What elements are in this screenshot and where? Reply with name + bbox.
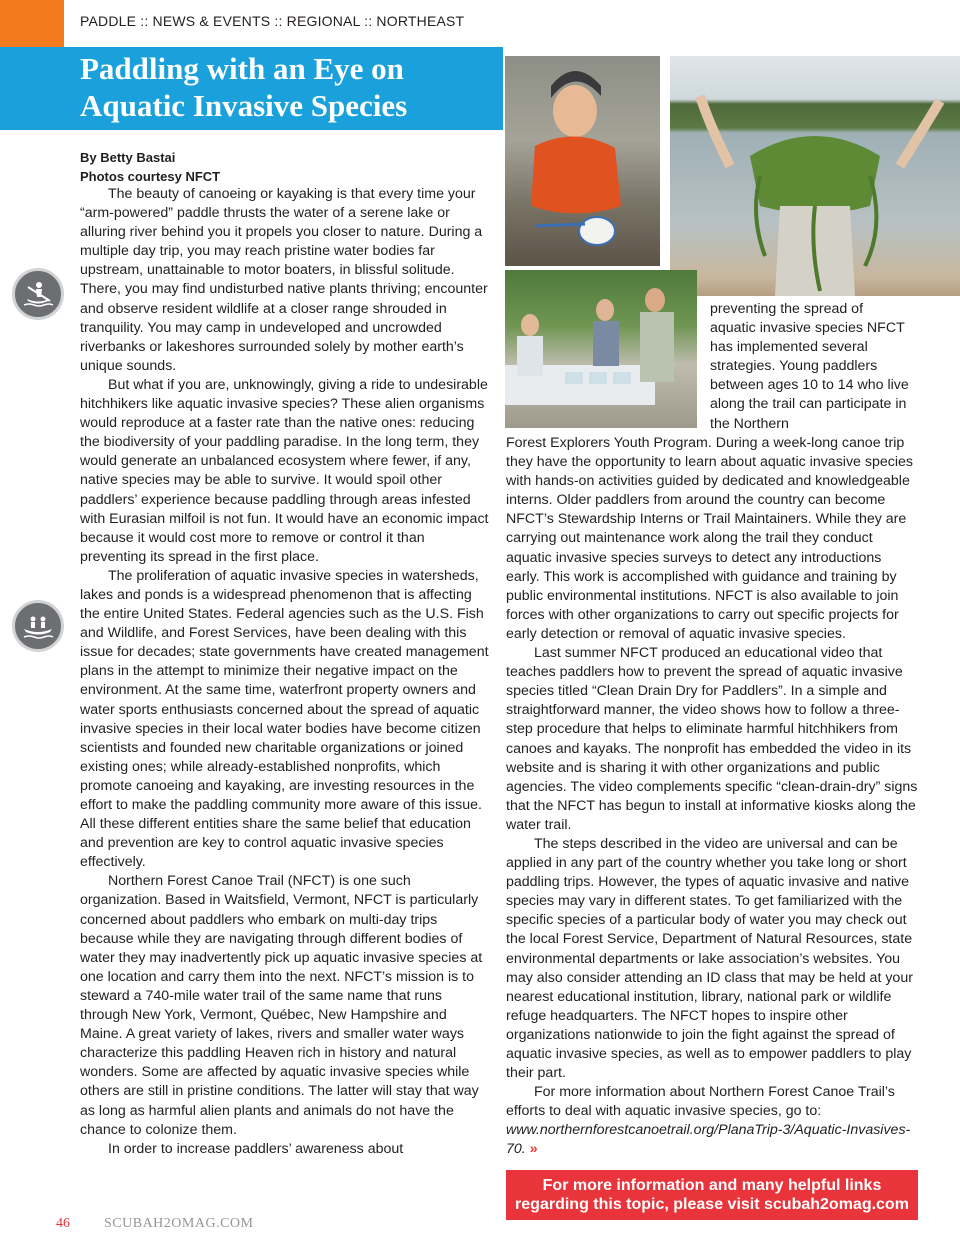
author: By Betty Bastai bbox=[80, 150, 176, 165]
paragraph: The steps described in the video are universal and can be applied in any part of the country whether you take long or short paddling trips. However, the types of aquatic invasive and native species may vary in different states. To get familiarized with the specific species of a particular body of water you may check out the local Forest Service, Department of Natural Resources, state environmental departments or lake association’s websites. You may also consider attending an ID class that may be held at your nearest educational institution, library, national park or wildlife refuge headquarters. The NFCT hopes to inspire other organizations nationwide to join the fight against the spread of aquatic invasive species, as well as to empower paddlers to play their part. bbox=[506, 835, 913, 1082]
cta-banner[interactable] bbox=[506, 1170, 918, 1220]
end-mark-icon: » bbox=[529, 1141, 538, 1158]
page-title: Paddling with an Eye on Aquatic Invasive Species bbox=[80, 51, 408, 123]
body-column-right bbox=[506, 434, 918, 1160]
cta-line-1: For more information and many helpful links bbox=[542, 1177, 882, 1194]
canoe-icon bbox=[12, 600, 64, 652]
paragraph: preventing the spread of aquatic invasive species NFCT has implemented several strategies. Young paddlers between ages 10 to 14 who live along the trail can participate in the Northern bbox=[710, 301, 909, 432]
paragraph: Forest Explorers Youth Program. During a week-long canoe trip they have the opportunity to learn about aquatic invasive species with hands-on activities guided by dedicated and knowledgeable interns. Older paddlers from around the country can become NFCT’s Stewardship Interns or Trail Maintainers. While they are carrying out maintenance work along the trail they conduct aquatic invasive species surveys to detect any introductions early. This work is accomplished with guidance and training by public environmental institutions. NFCT is also available to join forces with other organizations to carry out specific projects for early detection or removal of aquatic invasive species. bbox=[506, 435, 913, 642]
photo-lake-with-weeds bbox=[670, 56, 960, 296]
photo-credit: Photos courtesy NFCT bbox=[80, 169, 221, 184]
paragraph: In order to increase paddlers’ awareness about bbox=[108, 1140, 404, 1157]
byline bbox=[80, 148, 220, 186]
url-line bbox=[506, 1121, 918, 1159]
paragraph: For more information about Northern Forest Canoe Trail’s efforts to deal with aquatic invasive species, go to: bbox=[506, 1084, 895, 1120]
body-column-right-wrap bbox=[710, 300, 910, 434]
kayaker-icon bbox=[12, 268, 64, 320]
section-tab bbox=[0, 0, 64, 47]
site-name: SCUBAH2OMAG.COM bbox=[104, 1216, 254, 1231]
paragraph: Northern Forest Canoe Trail (NFCT) is one such organization. Based in Waitsfield, Vermont, NFCT is particularly concerned about paddlers who embark on multi-day trips because while they are navigating through different bodies of water they may inadvertently pick up aquatic invasive species at one location and carry them into the next. NFCT’s mission is to steward a 740-mile water trail of the same name that runs through New York, Vermont, Québec, New Hampshire and Maine. A great variety of lakes, rivers and smaller water ways characterize this paddling Heaven rich in history and natural wonders. Some are affected by aquatic invasive species while others are still in pristine conditions. The latter will stay that way as long as harmful alien plants and animals do not have the chance to colonize them. bbox=[80, 873, 483, 1138]
paragraph: But what if you are, unknowingly, giving a ride to undesirable hitchhikers like aquatic invasive species? These alien organisms would reproduce at a faster rate than the native ones: reducing the biodiversity of your paddling paradise. In the long term, they would generate an unbalanced ecosystem where fewer, if any, native species may be able to survive. It would spoil other paddlers’ experience because paddling through areas infested with Eurasian milfoil is not fun. It would have an economic impact because it would cost more to remove or control it than preventing its spread in the first place. bbox=[80, 376, 489, 565]
photo-group-at-table bbox=[505, 270, 697, 428]
breadcrumb: PADDLE :: NEWS & EVENTS :: REGIONAL :: NORTHEAST bbox=[80, 13, 465, 29]
body-column-left bbox=[80, 185, 490, 1159]
resource-link[interactable]: www.northernforestcanoetrail.org/PlanaTrip-3/Aquatic-Invasives-70. bbox=[506, 1122, 911, 1158]
photo-kid-with-net bbox=[505, 56, 660, 266]
paragraph: Last summer NFCT produced an educational video that teaches paddlers how to prevent the spread of aquatic invasive species titled “Clean Drain Dry for Paddlers”. In a simple and straightforward manner, the video shows how to follow a three-step procedure that helps to eliminate harmful hitchhikers from canoes and kayaks. The nonprofit has embedded the video in its website and is sharing it with other organizations and public agencies. The video complements specific “clean-drain-dry” signs that the NFCT has begun to install at informative kiosks along the water trail. bbox=[506, 645, 918, 833]
paragraph: The beauty of canoeing or kayaking is that every time your “arm-powered” paddle thrusts the water of a serene lake or alluring river behind you it propels you closer to nature. During a multiple day trip, you may reach pristine water bodies far upstream, unattainable to motor boaters, in blissful solitude. There, you may find undisturbed native plants thriving; encounter and observe resident wildlife at a closer range shrouded in tranquility. You may camp in undeveloped and uncrowded riverbanks or lakeshores surrounded solely by mother earth’s unique sounds. bbox=[80, 186, 488, 374]
paragraph: The proliferation of aquatic invasive species in watersheds, lakes and ponds is a widespread phenomenon that is affecting the entire United States. Federal agencies such as the U.S. Fish and Wildlife, and Forest Services, have been dealing with this issue for decades; state governments have created management plans in the attempt to minimize their negative impact on the environment. At the same time, waterfront property owners and water sports enthusiasts concerned about the spread of aquatic invasive species in their local water bodies have become citizen scientists and founded new charitable organizations or joined existing ones; while already-established nonprofits, which promote canoeing and kayaking, are investing resources in the effort to make the paddling community more aware of this issue. All these different entities share the same belief that education and prevention are key to control aquatic invasive species effectively. bbox=[80, 567, 489, 871]
cta-line-2: regarding this topic, please visit scubah2omag.com bbox=[515, 1196, 909, 1213]
page-number: 46 bbox=[56, 1216, 70, 1231]
